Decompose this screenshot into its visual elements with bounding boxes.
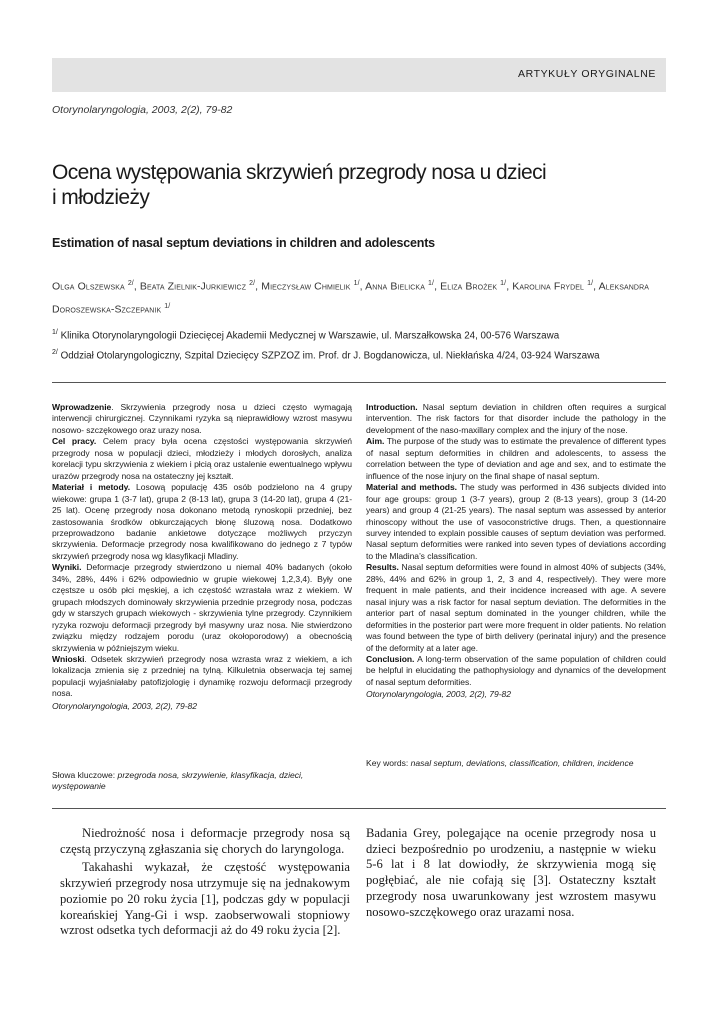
keywords-text: nasal septum, deviations, classification, children, incidence [408, 758, 634, 768]
body-paragraph: Badania Grey, polegające na ocenie przegrody nosa u dzieci bezpośrednio po urodzeniu, a następnie w wieku 5-6 lat i 8 lat dowiodły, że skrzywienia mogą się pogłębiać, ale nie cofają się [3]. Ostateczny kształt przegrody nosa uwarunkowany jest wzrostem masywu nosowo-szczękowego oraz urazami nosa. [366, 826, 656, 919]
abstract-aim [52, 436, 352, 482]
abstract-methods [52, 482, 352, 562]
author: Karolina Frydel [512, 280, 585, 293]
author: Mieczysław Chmielik [261, 280, 351, 293]
abstract-text: Celem pracy była ocena częstości występowania skrzywień przegrody nosa w populacji dzieci, młodzieży i młodych dorosłych, analiza korelacji typu skrzywienia z wiekiem i płcią oraz ustalenie ewentualnego wpływu urazów przegrody nosa na ostateczny jej kształt. [52, 436, 352, 481]
keywords-label: Key words: [366, 758, 409, 768]
abstract-label: Results. [366, 562, 399, 573]
abstract-intro [366, 402, 666, 436]
abstract-label: Wyniki. [52, 562, 82, 573]
abstract-text: The purpose of the study was to estimate the prevalence of different types of nasal septum deformities in children and adolescents, to assess the correlation between the type of deviation and age and sex, and to estimate the influence of the nose injury on the final shape of nasal septum. [366, 436, 666, 481]
affiliation-sup: 2/ [52, 349, 58, 357]
keywords-english [366, 758, 666, 769]
author-sup: 1/ [353, 280, 360, 287]
affiliation [52, 324, 672, 344]
affiliation [52, 344, 672, 364]
author-list: Olga Olszewska $^{2/}$, Beata Zielnik-Jurkiewicz $^{2/}$, Mieczysław Chmielik $^{1/}$, Anna Bielicka $^{1/}$, Eliza Brożek $^{1/}$, Karolina Frydel $^{1/}$, Aleksandra Doroszewska-Szczepanik $^{1/}$ [52, 280, 650, 315]
section-label: ARTYKUŁY ORYGINALNE [517, 68, 656, 80]
keywords-text: przegroda nosa, skrzywienie, klasyfikacja, dzieci, występowanie [52, 770, 304, 792]
body-column-left [60, 826, 350, 939]
author: Beata Zielnik-Jurkiewicz [139, 280, 247, 293]
abstract-label: Introduction. [366, 402, 418, 412]
header-bar [52, 58, 666, 92]
abstract-conclusion [52, 654, 352, 700]
journal-citation: Otorynolaryngologia, 2003, 2(2), 79-82 [52, 104, 233, 116]
author-sup: 1/ [587, 280, 594, 287]
abstract-text: Losową populację 435 osób podzielono na 4 grupy wiekowe: grupa 1 (3-7 lat), grupa 2 (8-13 lat), grupa 3 (14-20 lat), grupa 4 (21-25 lat). Ocenę przegrody nosa dokonano metodą rynoskopii przedniej, bez zastosowania środków obkurczających błonę śluzową nosa. Dodatkowo przeprowadzono badanie ankietowe dotyczące możliwych przyczyn skrzywienia. Deformacje przegrody nosa kwalifikowano do jednego z 7 typów skrzywień przegrody nosa wg klasyfikacji Mladiny. [52, 482, 352, 561]
abstract-label: Conclusion. [366, 653, 415, 664]
body-paragraph: Niedrożność nosa i deformacje przegrody nosa są częstą przyczyną zgłaszania się chorych do laryngologa. [60, 826, 350, 856]
keywords-polish [52, 770, 352, 793]
abstract-text: The study was performed in 436 subjects divided into four age groups: group 1 (3-7 years), group 2 (8-13 years), group 3 (14-20 years) and group 4 (21-25 years). The nasal septum was assessed by anterior rhinoscopy without the use of vasoconstrictive drugs. Then, a questionnaire survey intended to explain possible causes of septum deviation was performed. Nasal septum deformities were ranked into seven types of deviations according to the Mladina’s classification. [366, 482, 666, 561]
keywords-label: Słowa kluczowe: [52, 770, 116, 780]
title-polish-line2: i młodzieży [52, 186, 150, 209]
author: Olga Olszewska [52, 280, 125, 293]
abstract-label: Cel pracy. [52, 436, 97, 447]
abstract-citation: Otorynolaryngologia, 2003, 2(2), 79-82 [366, 689, 511, 700]
abstract-polish [52, 402, 352, 712]
affiliation-text: Klinika Otorynolaryngologii Dziecięcej Akademii Medycznej w Warszawie, ul. Marszałkowska 24, 00-576 Warszawa [60, 330, 560, 342]
abstract-label: Aim. [366, 436, 385, 447]
abstract-methods [366, 482, 666, 562]
abstract-text: Nasal septum deviation in children often requires a surgical intervention. The risk factors for that disorder include the pathology in the development of the naso-maxillary complex and the injury of the nose. [366, 402, 666, 435]
body-paragraph: Takahashi wykazał, że częstość występowania skrzywień przegrody nosa utrzymuje się na jednakowym poziomie po 20 roku życia [1], podczas gdy w populacji koreańskiej Yang-Gi i wsp. zaobserwowali stopniowy wzrost odsetka tych deformacji aż do 49 roku życia [2]. [60, 860, 350, 938]
abstract-text: Nasal septum deformities were found in almost 40% of subjects (34%, 28%, 44% and 62% in group 1, 2, 3 and 4, respectively). They were more frequent in male patients, and their incidence increased with age. A severe nasal injury was a risk factor for nasal septum deviation. The deformities in the anterior part of nasal septum dominated in the younger children, while the deformities in the posterior part were more frequent in older patients. No relation was found between the type of birth delivery (perinatal injury) and the presence of the deformity at a later age. [366, 562, 666, 653]
author: Eliza Brożek [440, 280, 498, 293]
author-sup: 1/ [500, 280, 507, 287]
abstract-label: Material and methods. [366, 482, 457, 493]
abstract-english [366, 402, 666, 701]
affiliation-text: Oddział Otolaryngologiczny, Szpital Dziecięcy SZPZOZ im. Prof. dr J. Bogdanowicza, ul. Niekłańska 4/24, 03-924 Warszawa [60, 350, 600, 362]
abstract-results [366, 562, 666, 654]
divider-bottom [52, 808, 666, 809]
abstract-label: Materiał i metody. [52, 482, 131, 493]
title-english: Estimation of nasal septum deviations in children and adolescents [52, 236, 435, 250]
title-polish [52, 160, 652, 210]
abstract-intro [52, 402, 352, 436]
abstract-citation: Otorynolaryngologia, 2003, 2(2), 79-82 [52, 700, 197, 711]
abstract-text: Deformacje przegrody stwierdzono u niemal 40% badanych (około 34%, 28%, 44% i 62% odpowiednio w grupie wiekowej 1,2,3,4). Były one częstsze u osób płci męskiej, a ich częstość wzrastała wraz z wiekiem. W grupach młodszych dominowały skrzywienia przednie przegrody nosa, podczas gdy w starszych grupach wiekowych - skrzywienia tylne przegrody. Czynnikiem ryzyka rozwoju deformacji przegrody był masywny uraz nosa. Nie stwierdzono związku między rodzajem porodu (uraz okołoporodowy) a obecnością skrzywienia w późniejszym wieku. [52, 562, 352, 653]
affiliations [52, 324, 672, 365]
abstract-text: . Skrzywienia przegrody nosa u dzieci często wymagają interwencji chirurgicznej. Czynnikami ryzyka są nieprawidłowy wzrost masywu nosowo- szczękowego oraz urazy nosa. [52, 402, 352, 435]
abstract-label: Wprowadzenie [52, 402, 112, 412]
abstract-label: Wnioski [52, 653, 85, 664]
author-sup: 1/ [428, 280, 435, 287]
title-polish-line1: Ocena występowania skrzywień przegrody nosa u dzieci [52, 161, 547, 184]
author: Aleksandra Doroszewska-Szczepanik [52, 280, 650, 315]
abstract-aim [366, 436, 666, 482]
divider-top [52, 382, 666, 383]
abstract-results [52, 562, 352, 654]
affiliation-sup: 1/ [52, 329, 58, 336]
abstract-text: A long-term observation of the same population of children could be helpful in elucidating the pathophysiology and dynamics of the development of nasal septum deformities. [366, 653, 666, 687]
author-sup: 2/ [127, 280, 134, 287]
abstract-conclusion [366, 654, 666, 688]
body-column-right [366, 826, 656, 920]
author-sup: 1/ [164, 302, 171, 310]
author: Anna Bielicka [365, 280, 425, 293]
author-sup: 2/ [249, 280, 256, 287]
abstract-text: . Odsetek skrzywień przegrody nosa wzrasta wraz z wiekiem, a ich lokalizacja zmienia się z przedniej na tylną. Kilkuletnia obserwacja tej samej populacji wyjaśniałaby patofizjologię i dynamikę rozwoju deformacji przegrody nosa. [52, 653, 352, 699]
